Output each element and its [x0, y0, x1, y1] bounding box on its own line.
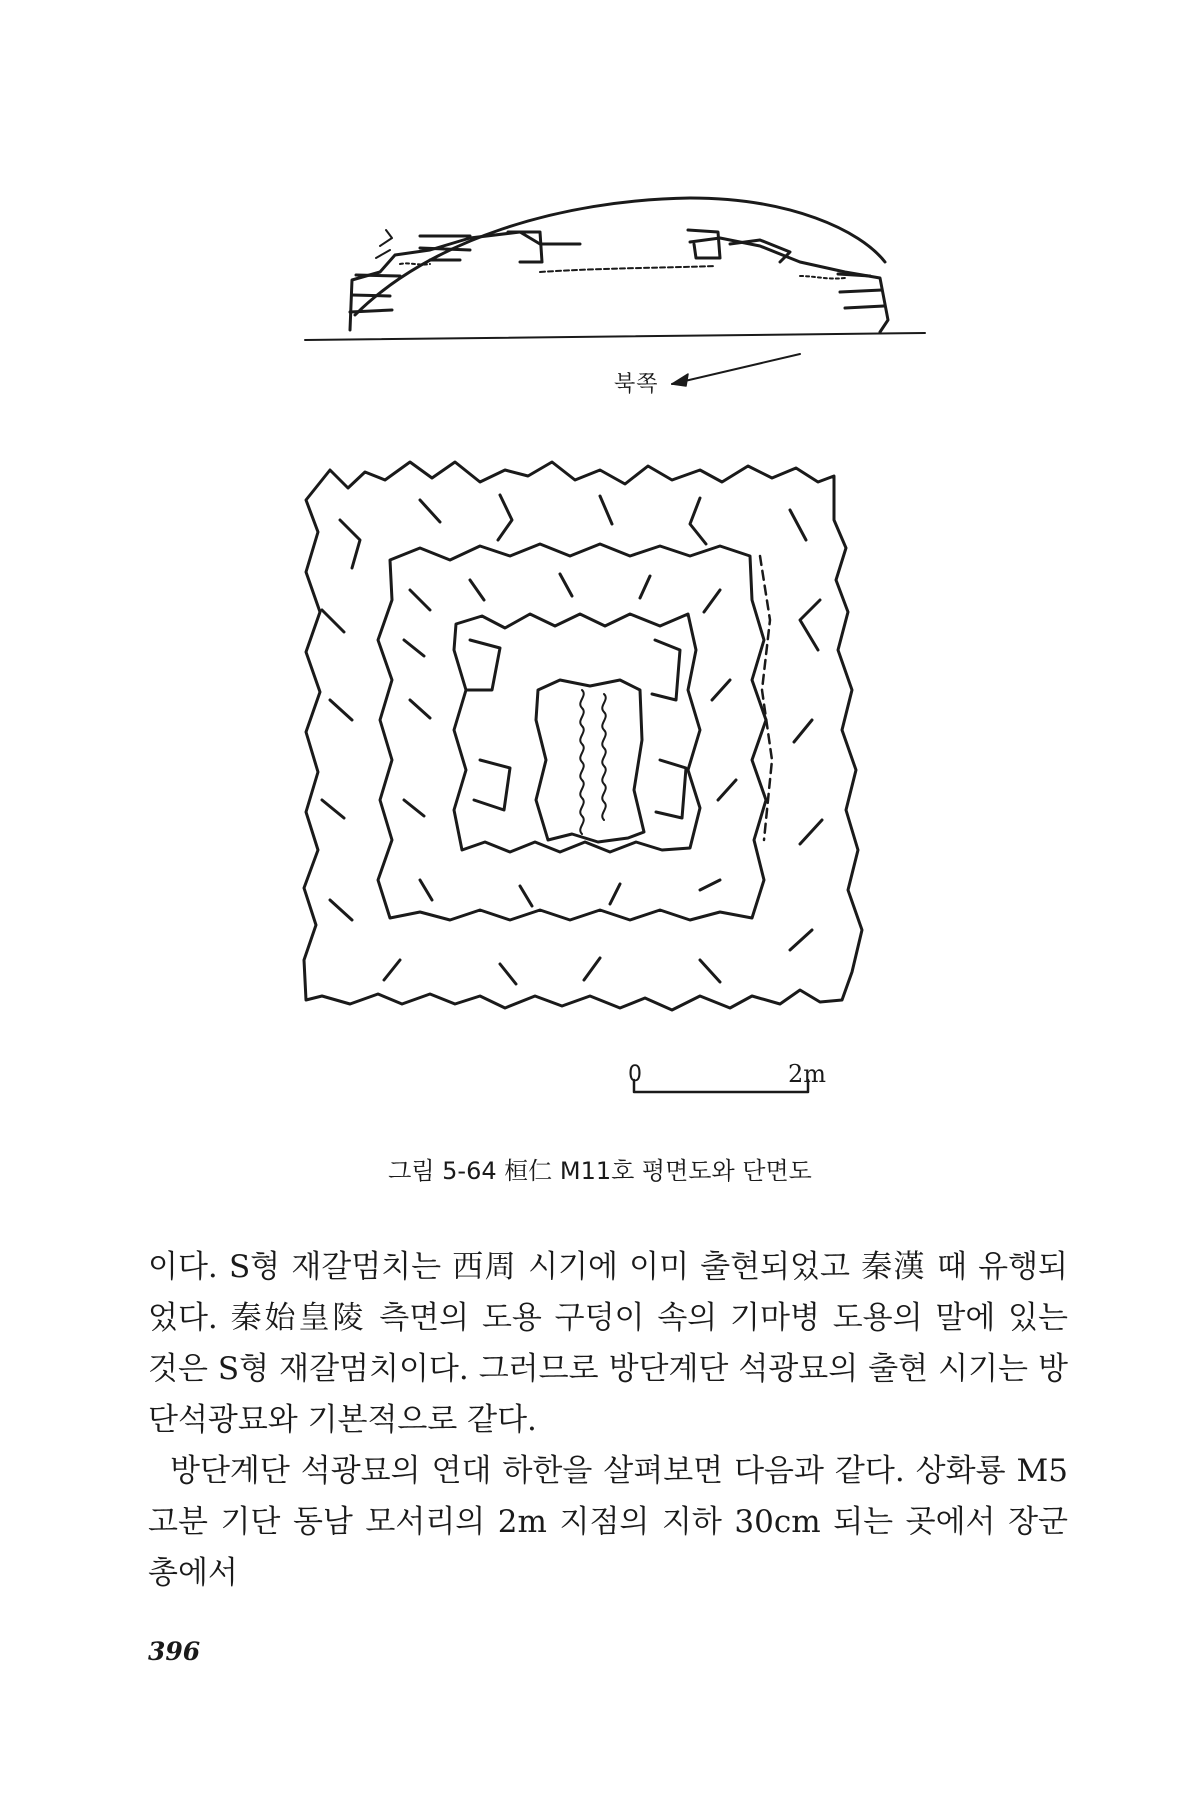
north-arrow-icon: [672, 354, 800, 386]
north-label: 북쪽: [614, 372, 659, 397]
body-text: [148, 1242, 1068, 1599]
scale-end-label: 2m: [788, 1060, 827, 1088]
section-view: [305, 198, 925, 340]
figure-caption: 그림 5-64 桓仁 M11호 평면도와 단면도: [388, 1157, 812, 1185]
scale-bar: [634, 1080, 808, 1092]
plan-view: [304, 462, 862, 1010]
page-number: 396: [148, 1637, 201, 1666]
paragraph-1: 이다. S형 재갈멈치는 西周 시기에 이미 출현되었고 秦漢 때 유행되었다. 秦始皇陵 측면의 도용 구덩이 속의 기마병 도용의 말에 있는 것은 S형 재갈멈치이다. 그러므로 방단계단 석광묘의 출현 시기는 방단석광묘와 기본적으로 같다.: [148, 1249, 1068, 1438]
paragraph-2: 방단계단 석광묘의 연대 하한을 살펴보면 다음과 같다. 상화룡 M5 고분 기단 동남 모서리의 2m 지점의 지하 30cm 되는 곳에서 장군총에서: [148, 1453, 1068, 1591]
scale-zero-label: 0: [628, 1062, 642, 1087]
